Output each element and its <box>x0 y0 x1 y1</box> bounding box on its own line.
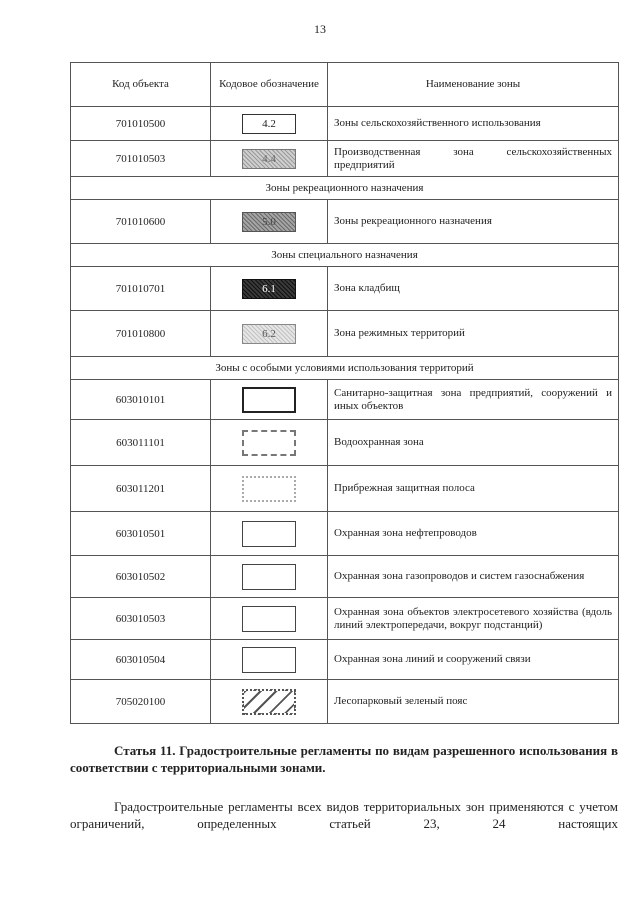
object-code: 603011101 <box>71 420 211 466</box>
zone-symbol-icon <box>242 387 296 413</box>
zone-name: Производственная зона сельскохозяйственных предприятий <box>328 141 619 177</box>
symbol-cell <box>211 640 328 680</box>
table-row <box>71 200 619 244</box>
table-row <box>71 420 619 466</box>
table-row <box>71 267 619 311</box>
symbol-cell <box>211 200 328 244</box>
zone-name: Зоны рекреационного назначения <box>328 200 619 244</box>
object-code: 701010500 <box>71 107 211 141</box>
object-code: 701010600 <box>71 200 211 244</box>
table-row <box>71 512 619 556</box>
table-row <box>71 466 619 512</box>
page-number: 13 <box>314 22 326 36</box>
zone-symbol-code: 4.2 <box>242 114 296 134</box>
zone-name: Охранная зона линий и сооружений связи <box>328 640 619 680</box>
zone-symbol-icon <box>242 430 296 456</box>
zone-name: Лесопарковый зеленый пояс <box>328 680 619 724</box>
zone-name: Зона режимных территорий <box>328 311 619 357</box>
symbol-cell <box>211 380 328 420</box>
object-code: 701010701 <box>71 267 211 311</box>
section-row <box>71 357 619 380</box>
zone-name: Санитарно-защитная зона предприятий, сооружений и иных объектов <box>328 380 619 420</box>
article-text: Градостроительные регламенты всех видов территориальных зон применяются с учетом ограничений, определенных статьей 23, 24 настоящих <box>70 799 618 831</box>
zone-symbol-code: 5.0 <box>242 212 296 232</box>
symbol-cell <box>211 141 328 177</box>
table-row <box>71 598 619 640</box>
object-code: 603010503 <box>71 598 211 640</box>
table-header-row <box>71 63 619 107</box>
zone-name: Зона кладбищ <box>328 267 619 311</box>
object-code: 603010101 <box>71 380 211 420</box>
table-row <box>71 141 619 177</box>
object-code: 705020100 <box>71 680 211 724</box>
object-code: 603010504 <box>71 640 211 680</box>
symbol-cell <box>211 512 328 556</box>
table-row <box>71 311 619 357</box>
section-row <box>71 177 619 200</box>
section-label: Зоны специального назначения <box>71 244 619 267</box>
zone-name: Прибрежная защитная полоса <box>328 466 619 512</box>
table-row <box>71 556 619 598</box>
article-title: Статья 11. Градостроительные регламенты по видам разрешенного использования в соответствии с территориальными зонами. <box>70 743 618 775</box>
table-row <box>71 380 619 420</box>
zone-symbol-icon <box>242 647 296 673</box>
table-row <box>71 640 619 680</box>
header-code: Код объекта <box>71 63 211 107</box>
symbol-cell <box>211 466 328 512</box>
symbol-cell <box>211 267 328 311</box>
zone-name: Охранная зона объектов электросетевого хозяйства (вдоль линий электропередачи, вокруг подстанций) <box>328 598 619 640</box>
symbol-cell <box>211 556 328 598</box>
zone-symbol-icon <box>242 689 296 715</box>
header-name: Наименование зоны <box>328 63 619 107</box>
zone-name: Охранная зона нефтепроводов <box>328 512 619 556</box>
section-label: Зоны рекреационного назначения <box>71 177 619 200</box>
zone-name: Водоохранная зона <box>328 420 619 466</box>
zone-symbol-code: 6.1 <box>242 279 296 299</box>
section-label: Зоны с особыми условиями использования территорий <box>71 357 619 380</box>
section-row <box>71 244 619 267</box>
table-row <box>71 107 619 141</box>
symbol-cell <box>211 680 328 724</box>
symbol-cell <box>211 420 328 466</box>
zone-name: Охранная зона газопроводов и систем газоснабжения <box>328 556 619 598</box>
object-code: 701010800 <box>71 311 211 357</box>
object-code: 603010502 <box>71 556 211 598</box>
symbol-cell <box>211 598 328 640</box>
zones-table <box>70 62 619 724</box>
zone-symbol-icon <box>242 476 296 502</box>
zone-symbol-code: 4.4 <box>242 149 296 169</box>
object-code: 701010503 <box>71 141 211 177</box>
zone-symbol-icon <box>242 606 296 632</box>
symbol-cell <box>211 311 328 357</box>
object-code: 603011201 <box>71 466 211 512</box>
zone-symbol-icon <box>242 564 296 590</box>
symbol-cell <box>211 107 328 141</box>
table-row <box>71 680 619 724</box>
object-code: 603010501 <box>71 512 211 556</box>
zone-symbol-icon <box>242 521 296 547</box>
zone-name: Зоны сельскохозяйственного использования <box>328 107 619 141</box>
zone-symbol-code: 6.2 <box>242 324 296 344</box>
header-symbol: Кодовое обозначение <box>211 63 328 107</box>
zones-table-body <box>71 107 619 724</box>
